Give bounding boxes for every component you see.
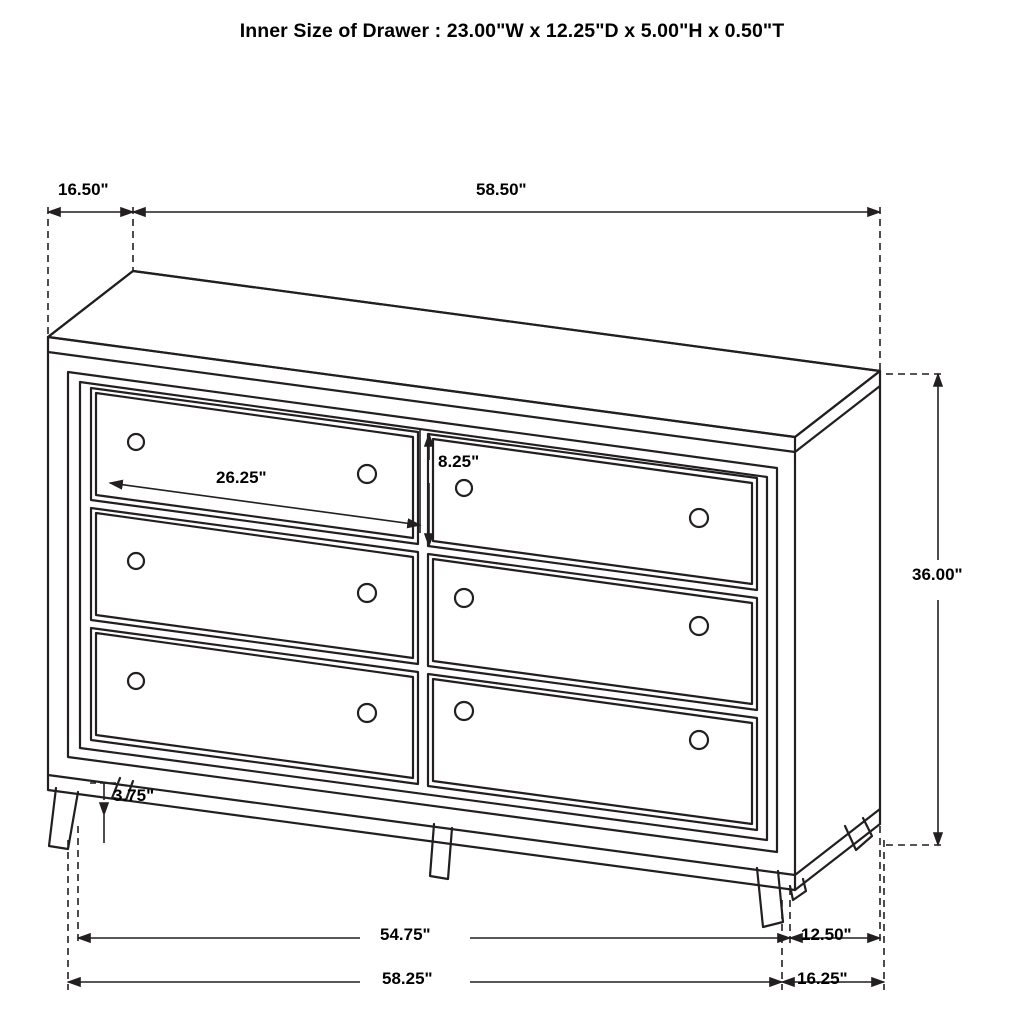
dim-label-depth-top: 16.50" bbox=[58, 180, 109, 199]
dim-label-base-depth: 12.50" bbox=[801, 925, 852, 944]
page-title: Inner Size of Drawer : 23.00"W x 12.25"D x 5.00"H x 0.50"T bbox=[239, 20, 785, 42]
dim-label-drawer-height: 8.25" bbox=[438, 452, 480, 471]
dim-label-width-top: 58.50" bbox=[476, 180, 527, 199]
dim-label-base-width: 54.75" bbox=[380, 925, 431, 944]
dim-label-total-height: 36.00" bbox=[912, 565, 963, 584]
dim-label-leg-height: 3.75" bbox=[113, 786, 155, 805]
dim-label-overall-depth: 16.25" bbox=[797, 969, 848, 988]
dim-label-drawer-wide-width: 26.25" bbox=[216, 468, 267, 487]
dim-label-overall-width: 58.25" bbox=[382, 969, 433, 988]
